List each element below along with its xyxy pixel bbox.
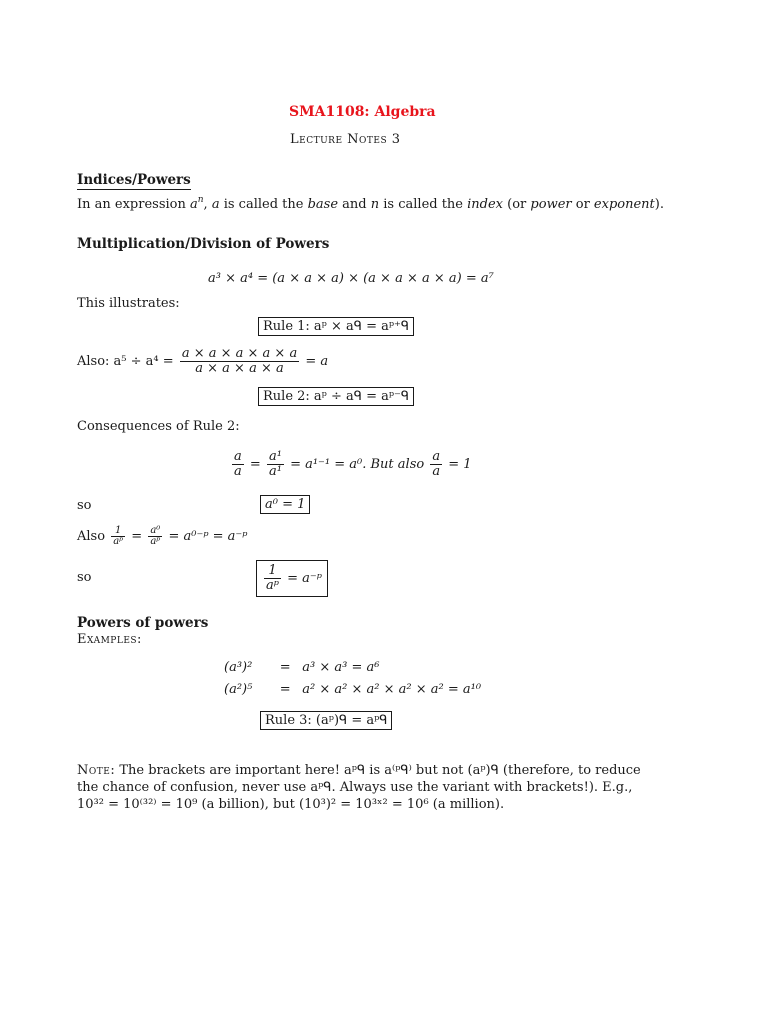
so-label-1: so xyxy=(77,498,92,513)
note-line-2: the chance of confusion, never use aᵖᑫ. Always use the variant with brackets!). E.g., xyxy=(77,780,633,795)
equation-multiply: a³ × a⁴ = (a × a × a) × (a × a × a × a) = a⁷ xyxy=(208,271,494,286)
division-equation: Also: a⁵ ÷ a⁴ = $\frac{a \times a \times a \times a \times a}{a \times a \times a \times a}$ = a xyxy=(77,346,329,376)
lecture-subtitle: Lecture Notes 3 xyxy=(290,132,401,147)
rule-1-box: Rule 1: aᵖ × aᑫ = aᵖ⁺ᑫ xyxy=(258,317,414,336)
note-line-3: 10³² = 10⁽³²⁾ = 10⁹ (a billion), but (10³)² = 10³ˣ² = 10⁶ (a million). xyxy=(77,797,505,812)
so-label-2: so xyxy=(77,570,92,585)
rule-3-box: Rule 3: (aᵖ)ᑫ = aᵖᑫ xyxy=(260,711,392,730)
examples-label: Examples: xyxy=(77,632,142,647)
section-heading-indices: Indices/Powers xyxy=(77,172,191,188)
reciprocal-box: $\frac{1}{\text{aᵖ}}$ = a⁻ᵖ xyxy=(256,560,328,597)
consequences-equation: $\frac{a}{a}$ = $\frac{\text{a¹}}{\text{a¹}}$ = a¹⁻¹ = a⁰. But also $\frac{a}{a}$ = 1 xyxy=(234,449,472,479)
powers-row-2: (a²)⁵ = a² × a² × a² × a² × a² = a¹⁰ xyxy=(224,682,482,697)
section-heading-powers: Powers of powers xyxy=(77,615,209,631)
note-line-1: Note: The brackets are important here! aᵖᑫ is a⁽ᵖᑫ⁾ but not (aᵖ)ᑫ (therefore, to reduce xyxy=(77,763,641,778)
powers-row-1: (a³)² = a³ × a³ = a⁶ xyxy=(224,660,380,675)
a-zero-box: a⁰ = 1 xyxy=(260,495,310,514)
indices-paragraph: In an expression $a^n$, a is called the base and n is called the index (or power or exponent). xyxy=(77,195,664,212)
consequences-text: Consequences of Rule 2: xyxy=(77,419,240,434)
illustrates-text: This illustrates: xyxy=(77,296,180,311)
also-reciprocal-equation: Also $\frac{1}{\text{aᵖ}}$ = $\frac{\text{a⁰}}{\text{aᵖ}}$ = a⁰⁻ᵖ = a⁻ᵖ xyxy=(77,525,248,547)
rule-2-box: Rule 2: aᵖ ÷ aᑫ = aᵖ⁻ᑫ xyxy=(258,387,414,406)
course-title: SMA1108: Algebra xyxy=(289,104,436,120)
section-heading-multiplication: Multiplication/Division of Powers xyxy=(77,236,330,252)
